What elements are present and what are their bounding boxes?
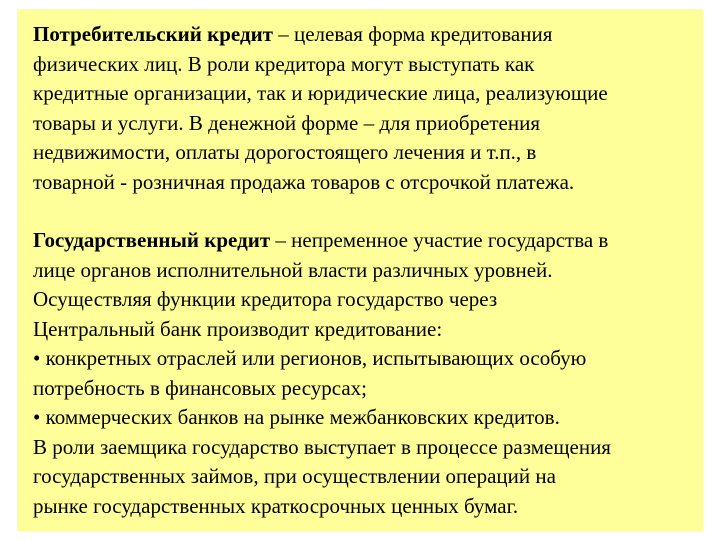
- state-credit-definition-start: – непременное участие государства в: [270, 228, 609, 252]
- consumer-credit-line: недвижимости, оплаты дорогостоящего лечения и т.п., в: [33, 140, 537, 164]
- consumer-credit-line: кредитные организации, так и юридические лица, реализующие: [33, 81, 608, 105]
- state-credit-term: Государственный кредит: [33, 228, 271, 252]
- consumer-credit-term: Потребительский кредит: [33, 22, 273, 46]
- state-credit-line: потребность в финансовых ресурсах;: [33, 375, 368, 400]
- consumer-credit-line: физических лиц. В роли кредитора могут выступать как: [33, 51, 535, 76]
- state-credit-line: рынке государственных краткосрочных ценных бумаг.: [33, 493, 519, 518]
- consumer-credit-definition-start: – целевая форма кредитования: [272, 22, 553, 46]
- paragraph-gap: [33, 197, 703, 226]
- consumer-credit-line: товарной - розничная продажа товаров с отсрочкой платежа.: [33, 169, 575, 194]
- slide-text: [33, 20, 703, 521]
- state-credit-line: Центральный банк производит кредитование:: [33, 316, 443, 341]
- state-credit-line: лице органов исполнительной власти различных уровней.: [33, 257, 553, 282]
- state-credit-first-line: [33, 226, 703, 256]
- consumer-credit-line: товары и услуги. В денежной форме – для приобретения: [33, 110, 541, 135]
- consumer-credit-first-line: [33, 20, 703, 50]
- state-credit-line: В роли заемщика государство выступает в процессе размещения: [33, 434, 611, 459]
- state-credit-line: Осуществляя функции кредитора государство через: [33, 287, 498, 311]
- bullet-item-banks: • коммерческих банков на рынке межбанковских кредитов.: [33, 405, 560, 429]
- bullet-item-sectors: • конкретных отраслей или регионов, испытывающих особую: [33, 346, 587, 370]
- state-credit-line: государственных займов, при осуществлении операций на: [33, 464, 556, 488]
- slide-panel: [17, 9, 703, 531]
